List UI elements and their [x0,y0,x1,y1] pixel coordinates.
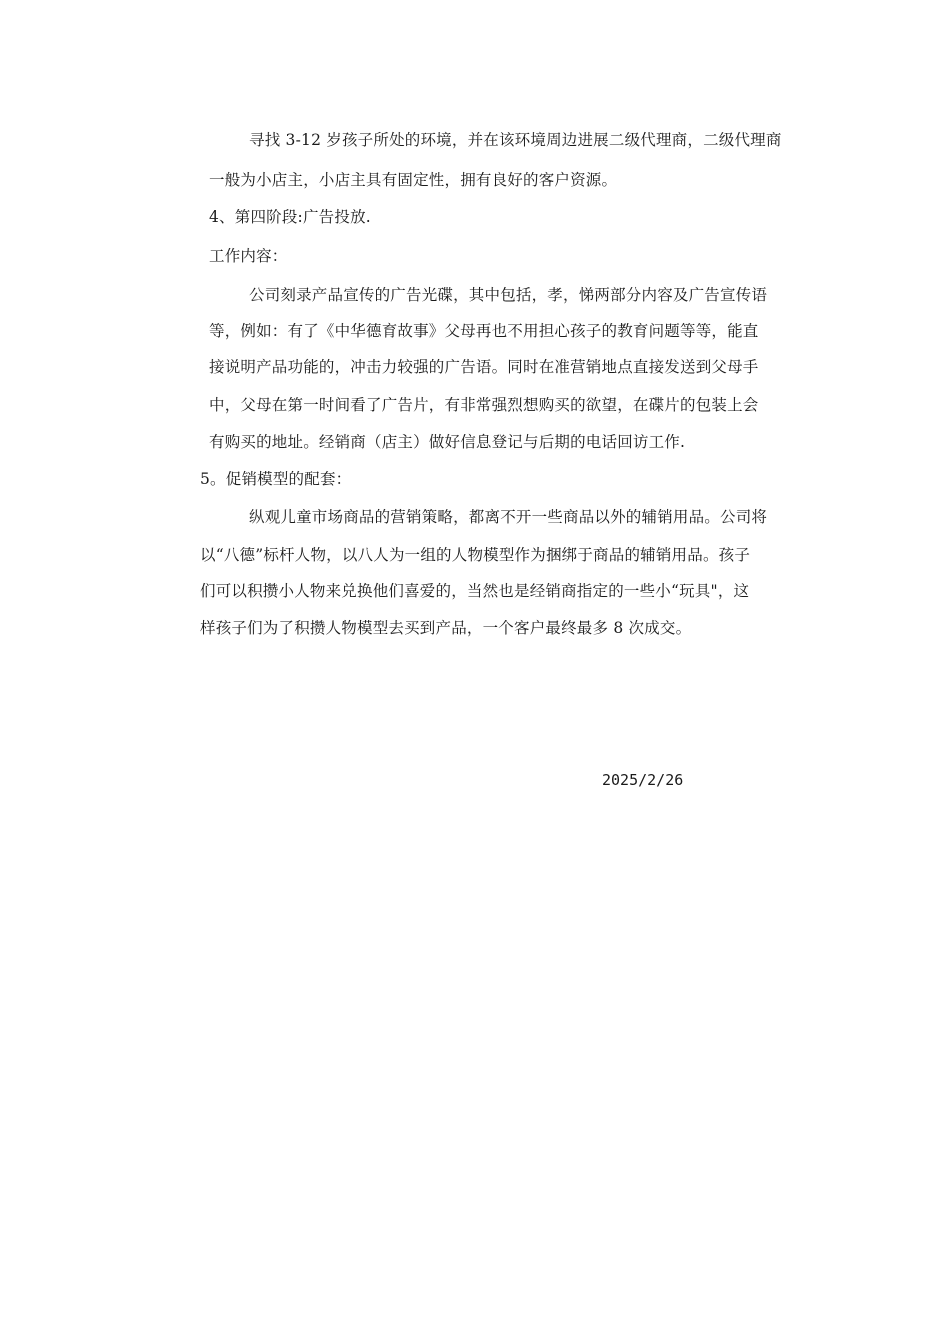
section5-line-2: 以“八德”标杆人物，以八人为一组的人物模型作为捆绑于商品的辅销用品。孩子 [200,546,751,564]
section4-line-3: 接说明产品功能的，冲击力较强的广告语。同时在准营销地点直接发送到父母手 [209,358,759,376]
section4-line-1: 公司刻录产品宣传的广告光碟，其中包括，孝，悌两部分内容及广告宣传语 [249,286,768,304]
section4-line-4: 中，父母在第一时间看了广告片，有非常强烈想购买的欲望，在碟片的包装上会 [209,396,759,414]
section4-subheading: 工作内容： [209,247,288,265]
section4-line-2: 等，例如：有了《中华德育故事》父母再也不用担心孩子的教育问题等等，能直 [209,322,759,340]
section5-line-4: 样孩子们为了积攒人物模型去买到产品，一个客户最终最多 8 次成交。 [200,619,692,637]
section5-heading: 5。促销模型的配套： [200,470,352,488]
document-date: 2025/2/26 [602,771,684,789]
section5-line-3: 们可以积攒小人物来兑换他们喜爱的，当然也是经销商指定的一些小“玩具"，这 [200,582,750,600]
section5-line-1: 纵观儿童市场商品的营销策略，都离不开一些商品以外的辅销用品。公司将 [249,508,768,526]
section3-line-1: 寻找 3-12 岁孩子所处的环境，并在该环境周边进展二级代理商，二级代理商 [249,131,782,149]
section3-line-2: 一般为小店主，小店主具有固定性，拥有良好的客户资源。 [209,171,618,189]
section4-line-5: 有购买的地址。经销商（店主）做好信息登记与后期的电话回访工作. [209,433,686,451]
section4-heading: 4、第四阶段:广告投放. [209,208,371,226]
